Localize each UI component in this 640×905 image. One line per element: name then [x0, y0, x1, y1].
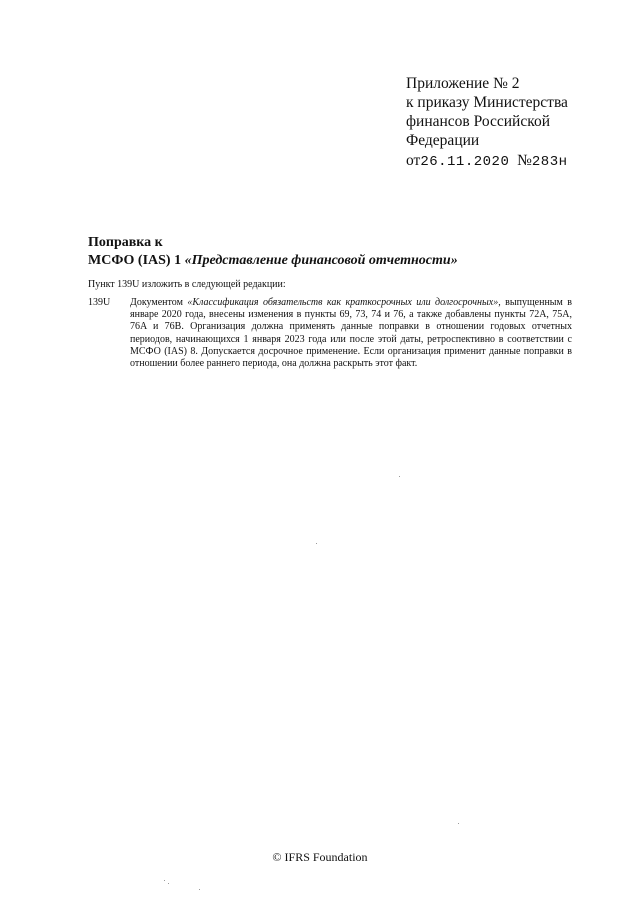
title-standard-name: «Представление финансовой отчетности»	[184, 253, 458, 268]
scan-speck	[316, 543, 317, 544]
scan-speck	[399, 476, 400, 477]
annex-line-2: к приказу Министерства	[406, 94, 568, 111]
document-title-italic: «Классификация обязательств как краткосрочных или долгосрочных»	[187, 297, 499, 308]
number-sign: №	[517, 152, 532, 169]
paragraph-text-after: , выпущенным в январе 2020 года, внесены изменения в пункты 69, 73, 74 и 76, а также добавлены пункты 72A, 75A, 76A и 76B. Организация должна применять данные поправки в отношении годовых отчетных периодов, начинающихся 1 января 2023 года или после этой даты, ретроспективно в соответствии с МСФО (IAS) 8. Допускается досрочное применение. Если организация применит данные поправки в отношении более раннего периода, она должна раскрыть этот факт.	[130, 297, 572, 370]
order-date: 26.11.2020	[420, 154, 510, 170]
copyright-footer: © IFRS Foundation	[272, 850, 368, 864]
amended-paragraph	[88, 297, 572, 370]
scan-speck	[164, 880, 165, 881]
amendment-title	[88, 234, 458, 270]
title-line-1: Поправка к	[88, 235, 163, 250]
annex-line-4: Федерации	[406, 132, 480, 149]
paragraph-number: 139U	[88, 297, 111, 308]
paragraph-body	[130, 297, 572, 370]
scan-speck	[168, 883, 169, 884]
instruction-text: Пункт 139U изложить в следующей редакции:	[88, 279, 286, 290]
date-prefix: от	[406, 152, 421, 169]
scan-speck	[458, 823, 459, 824]
paragraph-text-before: Документом	[130, 297, 188, 308]
scan-speck	[199, 889, 200, 890]
title-line-2	[88, 252, 458, 270]
annex-line-1: Приложение № 2	[406, 75, 520, 92]
annex-header	[406, 74, 606, 172]
order-number: 283н	[531, 154, 568, 170]
annex-line-3: финансов Российской	[406, 113, 551, 130]
annex-date-line	[406, 151, 606, 172]
title-standard: МСФО (IAS) 1	[88, 253, 185, 268]
